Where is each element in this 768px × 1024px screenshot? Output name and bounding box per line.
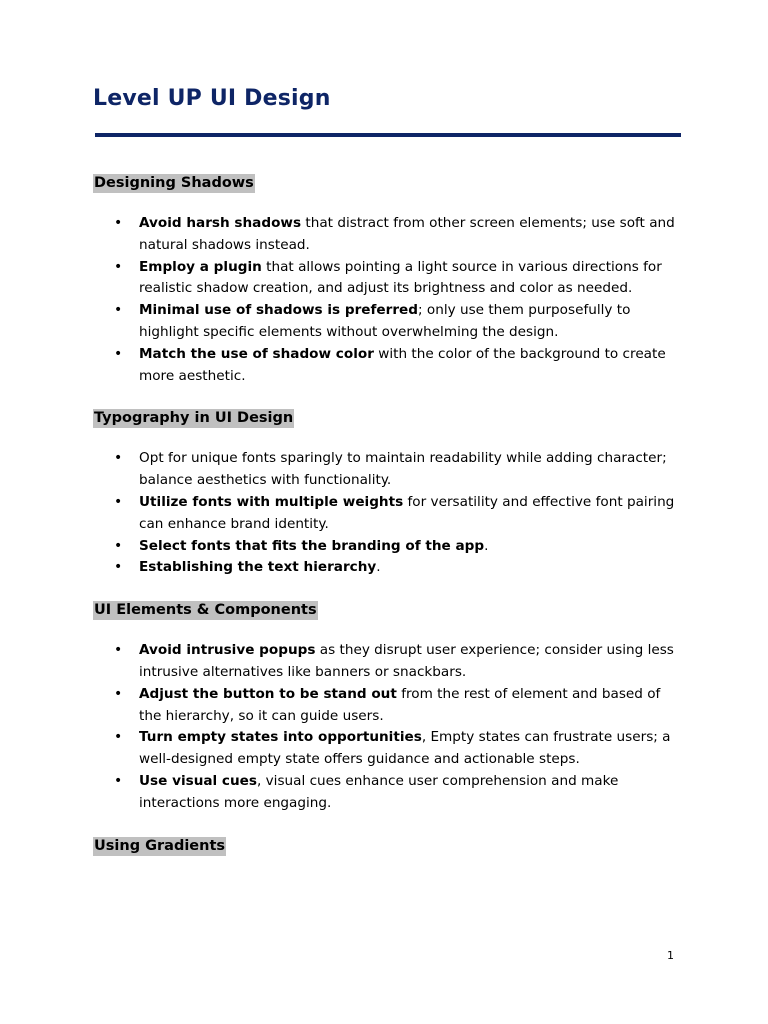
bullet-icon: • xyxy=(114,642,123,659)
bullet-icon: • xyxy=(114,215,123,231)
section xyxy=(93,835,683,856)
list-item-emphasis: Establishing the text hierarchy xyxy=(139,559,377,576)
bullet-icon: • xyxy=(114,493,123,510)
list-item-text: that distract from other screen elements; use soft and natural shadows instead. xyxy=(139,215,675,253)
section-heading: Designing Shadows xyxy=(94,175,254,191)
list-item-text: as they disrupt user experience; consider using less intrusive alternatives like banners or snackbars. xyxy=(139,642,674,680)
list-item xyxy=(93,557,683,579)
list-item-text: Opt for unique fonts sparingly to maintain readability while adding character; balance aesthetics with functionality. xyxy=(139,450,667,489)
list-item-text: ; only use them purposefully to highlight specific elements without overwhelming the design. xyxy=(139,302,631,340)
section-heading: Using Gradients xyxy=(94,837,226,854)
list-item xyxy=(93,213,683,257)
list-item-emphasis: Utilize fonts with multiple weights xyxy=(139,493,404,510)
section-heading: Typography in UI Design xyxy=(94,410,294,427)
list-item xyxy=(93,727,683,771)
list-item xyxy=(93,536,683,558)
section-heading: UI Elements & Components xyxy=(94,602,317,619)
bullet-icon: • xyxy=(114,537,123,554)
section xyxy=(93,172,683,387)
list-item-emphasis: Employ a plugin xyxy=(139,258,262,275)
list-item-text: , Empty states can frustrate users; a well-designed empty state offers guidance and actionable steps. xyxy=(139,729,671,768)
list-item xyxy=(93,640,683,684)
bullet-icon: • xyxy=(114,729,123,746)
list-item-emphasis: Avoid harsh shadows xyxy=(139,215,302,231)
bullet-icon: • xyxy=(114,685,123,702)
list-item-text: . xyxy=(484,537,489,554)
bullet-icon: • xyxy=(114,345,123,362)
document-body xyxy=(93,172,683,876)
list-item-text: from the rest of element and based of the hierarchy, so it can guide users. xyxy=(139,685,661,724)
list-item xyxy=(93,344,683,388)
list-item xyxy=(93,492,683,536)
page-number: 1 xyxy=(667,949,674,962)
section xyxy=(93,599,683,814)
list-item-text: , visual cues enhance user comprehension and make interactions more engaging. xyxy=(139,772,619,811)
list-item-emphasis: Minimal use of shadows is preferred xyxy=(139,302,418,319)
bullet-list xyxy=(93,448,683,579)
list-item xyxy=(93,257,683,301)
list-item xyxy=(93,771,683,815)
list-item xyxy=(93,684,683,728)
bullet-icon: • xyxy=(114,302,123,319)
list-item-text: . xyxy=(376,559,381,576)
list-item-emphasis: Adjust the button to be stand out xyxy=(139,685,397,702)
list-item-emphasis: Match the use of shadow color xyxy=(139,345,374,362)
list-item-emphasis: Turn empty states into opportunities xyxy=(139,729,422,746)
list-item xyxy=(93,448,683,492)
list-item-text: for versatility and effective font pairing can enhance brand identity. xyxy=(139,493,675,532)
bullet-icon: • xyxy=(114,258,123,275)
section xyxy=(93,407,683,579)
list-item-emphasis: Use visual cues xyxy=(139,772,257,789)
bullet-list xyxy=(93,213,683,387)
document-title: Level UP UI Design xyxy=(93,86,331,111)
bullet-list xyxy=(93,640,683,814)
list-item-text: that allows pointing a light source in various directions for realistic shadow creation, and adjust its brightness and color as needed. xyxy=(139,258,662,297)
list-item-emphasis: Select fonts that fits the branding of the app xyxy=(139,537,485,554)
title-underline-rule xyxy=(95,133,681,137)
list-item-emphasis: Avoid intrusive popups xyxy=(139,642,316,659)
bullet-icon: • xyxy=(114,559,123,576)
list-item xyxy=(93,300,683,344)
bullet-icon: • xyxy=(114,450,123,467)
list-item-text: with the color of the background to create more aesthetic. xyxy=(139,345,666,384)
bullet-icon: • xyxy=(114,772,123,789)
